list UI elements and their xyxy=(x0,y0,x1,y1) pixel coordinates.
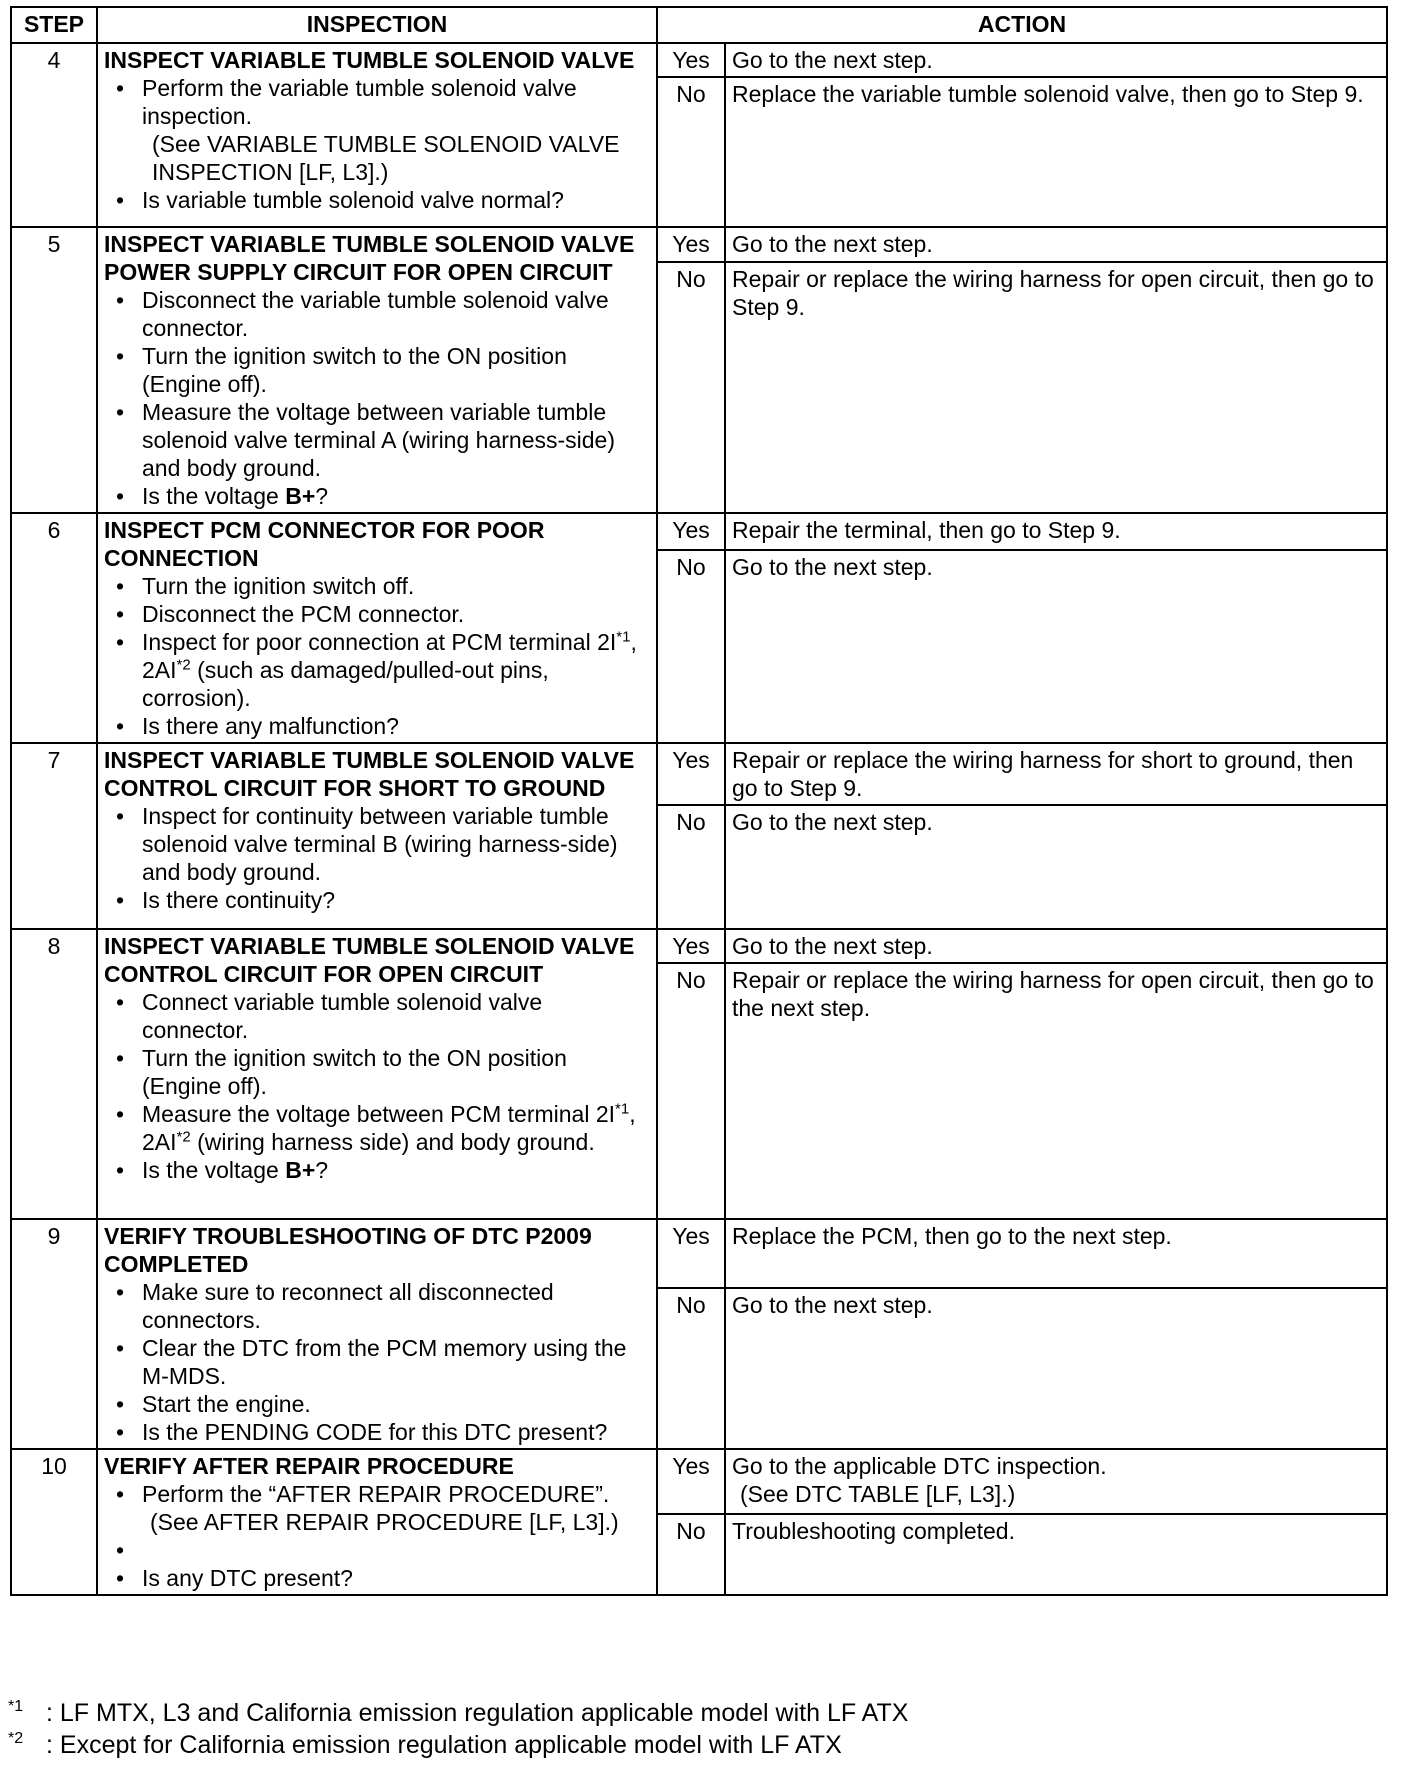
inspection-bullets xyxy=(104,74,650,214)
no-label: No xyxy=(657,963,725,1219)
yes-action: Go to the applicable DTC inspection. xyxy=(732,1453,1107,1479)
inspection-cell xyxy=(97,1449,657,1595)
yes-label: Yes xyxy=(657,43,725,77)
yes-action: Replace the PCM, then go to the next step. xyxy=(725,1219,1387,1288)
terminal-2i: 2I xyxy=(597,629,617,655)
step-number: 6 xyxy=(11,513,97,743)
yes-label: Yes xyxy=(657,227,725,262)
inspection-title: INSPECT PCM CONNECTOR FOR POOR CONNECTION xyxy=(104,517,545,571)
bullet-item: • Turn the ignition switch off. xyxy=(104,572,650,600)
table-header-row xyxy=(11,7,1387,43)
table-row xyxy=(11,929,1387,963)
bullet-item xyxy=(104,1100,650,1156)
footnote-mark: *1 xyxy=(8,1698,24,1715)
separator: , xyxy=(630,629,637,655)
no-action: Go to the next step. xyxy=(725,550,1387,743)
table-row xyxy=(11,227,1387,262)
header-inspection: INSPECTION xyxy=(97,7,657,43)
bullet-item: • Connect variable tumble solenoid valve connector. xyxy=(104,988,650,1044)
inspection-title: INSPECT VARIABLE TUMBLE SOLENOID VALVE CONTROL CIRCUIT FOR OPEN CIRCUIT xyxy=(104,933,635,987)
bullet-item: • Inspect for continuity between variable tumble solenoid valve terminal B (wiring harness-side) and body ground. xyxy=(104,802,650,886)
inspection-cell xyxy=(97,227,657,513)
inspection-bullets xyxy=(104,988,650,1184)
no-action: Repair or replace the wiring harness for open circuit, then go to Step 9. xyxy=(725,262,1387,513)
inspection-bullets xyxy=(104,802,650,914)
footnote-ref-1: *1 xyxy=(615,1100,630,1118)
no-action: Replace the variable tumble solenoid valve, then go to Step 9. xyxy=(725,77,1387,227)
bullet-item: • Is any DTC present? xyxy=(104,1564,650,1592)
yes-label: Yes xyxy=(657,929,725,963)
step-number: 5 xyxy=(11,227,97,513)
yes-action: Go to the next step. xyxy=(725,929,1387,963)
step-number: 9 xyxy=(11,1219,97,1449)
bullet-text: Inspect for poor connection at PCM terminal xyxy=(142,629,591,655)
inspection-bullets xyxy=(104,572,650,740)
voltage-value: B+ xyxy=(285,483,316,509)
terminal-2ai: 2AI xyxy=(142,1129,177,1155)
inspection-title: VERIFY TROUBLESHOOTING OF DTC P2009 COMPLETED xyxy=(104,1223,592,1277)
inspection-cell xyxy=(97,43,657,227)
inspection-title: INSPECT VARIABLE TUMBLE SOLENOID VALVE CONTROL CIRCUIT FOR SHORT TO GROUND xyxy=(104,747,635,801)
footnote-ref-2: *2 xyxy=(176,656,191,674)
table-row xyxy=(11,743,1387,805)
footnote-2 xyxy=(8,1730,1388,1762)
terminal-2i: 2I xyxy=(595,1101,616,1127)
table-row xyxy=(11,1219,1387,1288)
table-row xyxy=(11,513,1387,550)
terminal-tail: (such as damaged/pulled-out pins, corrosion). xyxy=(142,657,549,711)
yes-action: Go to the next step. xyxy=(725,227,1387,262)
terminal-tail: (wiring harness side) and body ground. xyxy=(190,1129,595,1155)
bullet-item: • Measure the voltage between variable tumble solenoid valve terminal A (wiring harness-side) and body ground. xyxy=(104,398,650,482)
inspection-title: INSPECT VARIABLE TUMBLE SOLENOID VALVE xyxy=(104,47,635,73)
no-label: No xyxy=(657,805,725,929)
question-mark: ? xyxy=(315,1157,329,1183)
step-number: 7 xyxy=(11,743,97,929)
footnote-mark: *2 xyxy=(8,1730,24,1747)
yes-action: Repair the terminal, then go to Step 9. xyxy=(725,513,1387,550)
footnote-ref-1: *1 xyxy=(616,628,631,646)
bullet-text: Is the voltage xyxy=(142,483,286,509)
bullet-item: • Clear the DTC from the PCM memory using the M-MDS. xyxy=(104,1334,650,1390)
inspection-cell xyxy=(97,1219,657,1449)
bullet-text: Perform the variable tumble solenoid valve inspection. xyxy=(142,75,577,129)
table-row xyxy=(11,43,1387,77)
yes-label: Yes xyxy=(657,743,725,805)
no-label: No xyxy=(657,1288,725,1449)
troubleshooting-sheet xyxy=(10,6,1386,1596)
troubleshooting-table xyxy=(10,6,1388,1596)
bullet-text: Measure the voltage between PCM terminal xyxy=(142,1101,590,1127)
terminal-2ai: 2AI xyxy=(142,657,177,683)
bullet-item xyxy=(104,1156,650,1184)
bullet-item: • Disconnect the variable tumble solenoid valve connector. xyxy=(104,286,650,342)
header-action: ACTION xyxy=(657,7,1387,43)
bullet-item: • Start the engine. xyxy=(104,1390,650,1418)
bullet-item: • Disconnect the PCM connector. xyxy=(104,600,650,628)
no-label: No xyxy=(657,77,725,227)
inspection-cell xyxy=(97,513,657,743)
yes-action: Go to the next step. xyxy=(725,43,1387,77)
no-label: No xyxy=(657,550,725,743)
footnotes xyxy=(8,1698,1388,1762)
yes-action-cell xyxy=(725,1449,1387,1514)
bullet-item: • Is there continuity? xyxy=(104,886,650,914)
no-action: Go to the next step. xyxy=(725,805,1387,929)
separator: , xyxy=(629,1101,636,1127)
see-reference: (See DTC TABLE [LF, L3].) xyxy=(740,1481,1016,1507)
bullet-item: • Turn the ignition switch to the ON position (Engine off). xyxy=(104,342,650,398)
no-action: Go to the next step. xyxy=(725,1288,1387,1449)
inspection-bullets xyxy=(104,286,650,510)
inspection-bullets xyxy=(104,1480,650,1592)
bullet-item xyxy=(104,628,650,712)
bullet-item: • Is the PENDING CODE for this DTC present? xyxy=(104,1418,650,1446)
footnote-text: : Except for California emission regulation applicable model with LF ATX xyxy=(46,1731,842,1759)
header-step: STEP xyxy=(11,7,97,43)
step-number: 4 xyxy=(11,43,97,227)
no-action: Troubleshooting completed. xyxy=(725,1514,1387,1595)
yes-label: Yes xyxy=(657,513,725,550)
bullet-item xyxy=(104,74,650,186)
bullet-text: Perform the “AFTER REPAIR PROCEDURE”. xyxy=(142,1481,610,1507)
inspection-bullets xyxy=(104,1278,650,1446)
bullet-item: • Turn the ignition switch to the ON position (Engine off). xyxy=(104,1044,650,1100)
footnote-1 xyxy=(8,1698,1388,1730)
voltage-value: B+ xyxy=(285,1157,316,1183)
bullet-item: • Make sure to reconnect all disconnected connectors. xyxy=(104,1278,650,1334)
bullet-item xyxy=(104,482,650,510)
bullet-text: Is the voltage xyxy=(142,1157,286,1183)
bullet-item: • Is there any malfunction? xyxy=(104,712,650,740)
no-action: Repair or replace the wiring harness for open circuit, then go to the next step. xyxy=(725,963,1387,1219)
spacer xyxy=(104,1536,650,1564)
table-row xyxy=(11,1449,1387,1514)
inspection-cell xyxy=(97,929,657,1219)
inspection-title: INSPECT VARIABLE TUMBLE SOLENOID VALVE POWER SUPPLY CIRCUIT FOR OPEN CIRCUIT xyxy=(104,231,635,285)
yes-action: Repair or replace the wiring harness for short to ground, then go to Step 9. xyxy=(725,743,1387,805)
step-number: 10 xyxy=(11,1449,97,1595)
inspection-title: VERIFY AFTER REPAIR PROCEDURE xyxy=(104,1453,514,1479)
see-reference: (See AFTER REPAIR PROCEDURE [LF, L3].) xyxy=(150,1509,619,1535)
bullet-item xyxy=(104,1480,650,1536)
footnote-ref-2: *2 xyxy=(176,1128,191,1146)
no-label: No xyxy=(657,1514,725,1595)
yes-label: Yes xyxy=(657,1449,725,1514)
footnote-text: : LF MTX, L3 and California emission regulation applicable model with LF ATX xyxy=(46,1699,909,1727)
inspection-cell xyxy=(97,743,657,929)
yes-label: Yes xyxy=(657,1219,725,1288)
bullet-item: • Is variable tumble solenoid valve normal? xyxy=(104,186,650,214)
question-mark: ? xyxy=(315,483,329,509)
see-reference: (See VARIABLE TUMBLE SOLENOID VALVE INSPECTION [LF, L3].) xyxy=(152,131,620,185)
step-number: 8 xyxy=(11,929,97,1219)
no-label: No xyxy=(657,262,725,513)
